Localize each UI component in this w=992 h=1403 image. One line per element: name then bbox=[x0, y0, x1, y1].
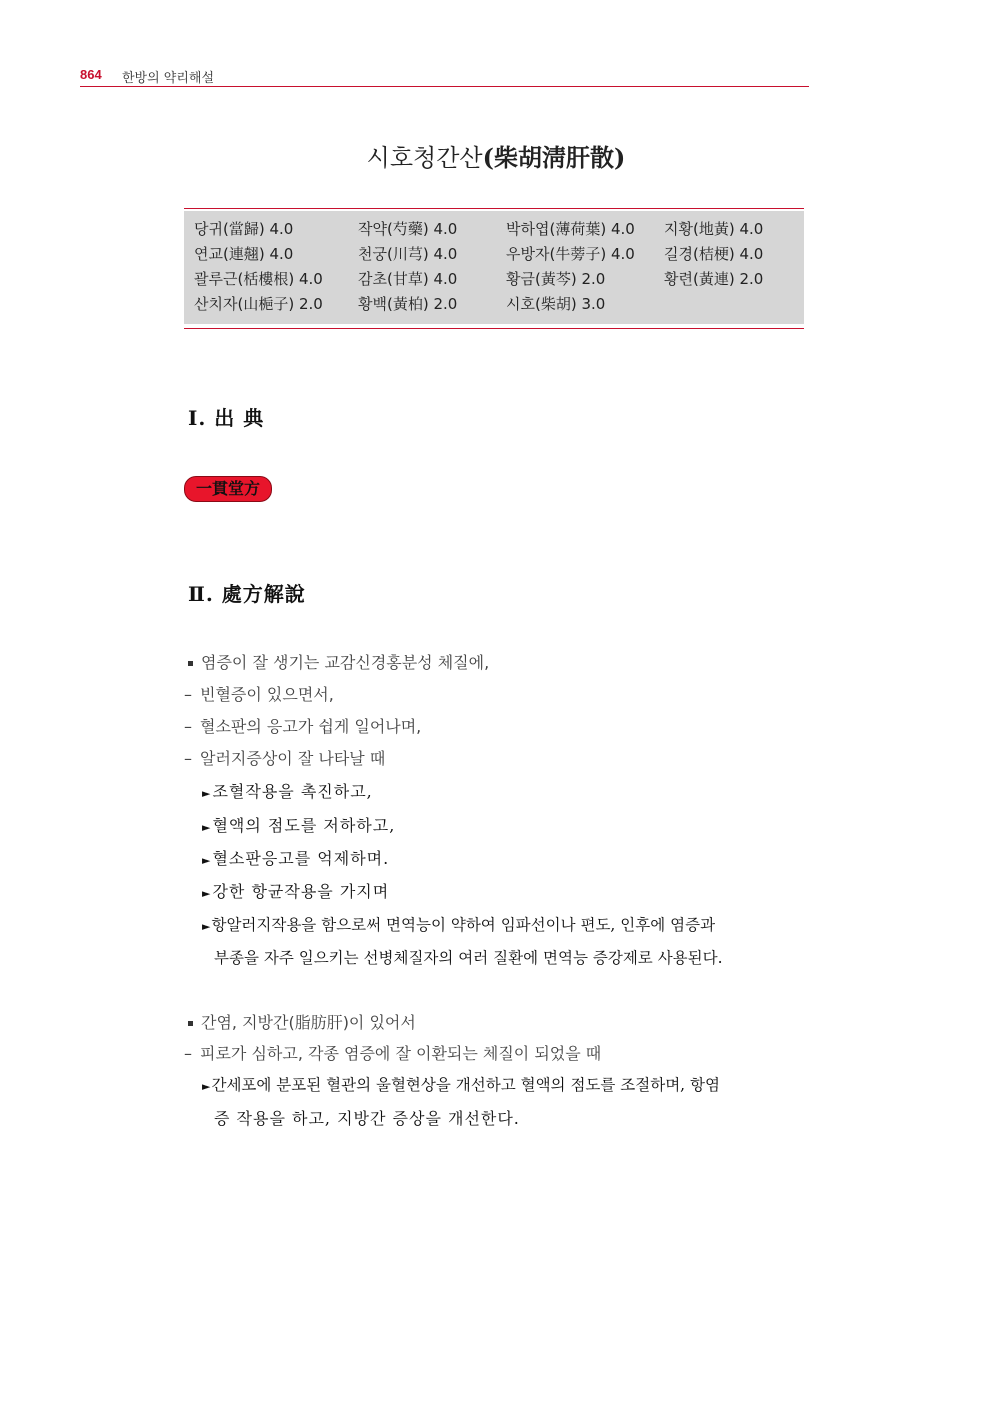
bullet-item: 염증이 잘 생기는 교감신경홍분성 체질에, bbox=[188, 650, 489, 673]
herb-item: 천궁(川芎) 4.0 bbox=[358, 245, 458, 263]
formula-title bbox=[0, 138, 992, 173]
herb-item: 시호(柴胡) 3.0 bbox=[506, 295, 606, 313]
herb-item: 작약(芍藥) 4.0 bbox=[358, 220, 458, 238]
arrow-icon: ► bbox=[202, 821, 212, 834]
arrow-item: ►항알러지작용을 함으로써 면역능이 약하여 임파선이나 편도, 인후에 염증과 bbox=[202, 916, 716, 934]
bullet-item: 간염, 지방간(脂肪肝)이 있어서 bbox=[188, 1010, 416, 1033]
dash-item: – 빈혈증이 있으면서, bbox=[184, 685, 334, 704]
arrow-item: ►혈소판응고를 억제하며. bbox=[202, 849, 390, 868]
herb-item: 우방자(牛蒡子) 4.0 bbox=[506, 245, 635, 263]
bullet-marker bbox=[188, 1021, 193, 1026]
arrow-item: ►간세포에 분포된 혈관의 울혈현상을 개선하고 혈액의 점도를 조절하며, 항염 bbox=[202, 1076, 720, 1094]
herb-item: 산치자(山梔子) 2.0 bbox=[194, 295, 323, 313]
herb-item: 박하엽(薄荷葉) 4.0 bbox=[506, 220, 635, 238]
herb-item: 연교(連翹) 4.0 bbox=[194, 245, 294, 263]
arrow-item: ►조혈작용을 촉진하고, bbox=[202, 782, 373, 801]
bullet-marker bbox=[188, 661, 193, 666]
book-title: 한방의 약리해설 bbox=[122, 71, 215, 86]
source-badge: 一貫堂方 bbox=[184, 476, 272, 502]
herb-box-bottom-rule bbox=[184, 328, 804, 329]
dash-item: – 알러지증상이 잘 나타날 때 bbox=[184, 749, 386, 768]
arrow-icon: ► bbox=[202, 920, 211, 933]
continuation-text: 부종을 자주 일으키는 선병체질자의 여러 질환에 면역능 증강제로 사용된다. bbox=[214, 949, 723, 967]
herb-item: 감초(甘草) 4.0 bbox=[358, 270, 458, 288]
herb-item: 황련(黃連) 2.0 bbox=[664, 270, 764, 288]
arrow-icon: ► bbox=[202, 854, 212, 867]
header-rule bbox=[80, 86, 809, 87]
arrow-item: ►혈액의 점도를 저하하고, bbox=[202, 816, 396, 835]
arrow-icon: ► bbox=[202, 887, 212, 900]
herb-item: 길경(桔梗) 4.0 bbox=[664, 245, 764, 263]
dash-item: – 피로가 심하고, 각종 염증에 잘 이환되는 체질이 되었을 때 bbox=[184, 1044, 602, 1063]
herb-item: 지황(地黃) 4.0 bbox=[664, 220, 764, 238]
page-header bbox=[80, 67, 809, 87]
arrow-icon: ► bbox=[202, 1080, 211, 1093]
continuation-text: 증 작용을 하고, 지방간 증상을 개선한다. bbox=[214, 1109, 520, 1128]
arrow-icon: ► bbox=[202, 787, 212, 800]
herb-item: 당귀(當歸) 4.0 bbox=[194, 220, 294, 238]
section-heading-explanation: Ⅱ. 處方解說 bbox=[188, 582, 306, 606]
herb-box-top-rule bbox=[184, 208, 804, 209]
formula-korean-name: 시호청간산 bbox=[366, 144, 483, 172]
herb-item: 괄루근(栝樓根) 4.0 bbox=[194, 270, 323, 288]
herb-item: 황금(黃芩) 2.0 bbox=[506, 270, 606, 288]
formula-hanja-name: (柴胡淸肝散) bbox=[482, 143, 626, 172]
dash-item: – 혈소판의 응고가 쉽게 일어나며, bbox=[184, 717, 422, 736]
herb-composition-box bbox=[184, 208, 804, 326]
page-number: 864 bbox=[80, 67, 102, 82]
herb-item: 황백(黃柏) 2.0 bbox=[358, 295, 458, 313]
arrow-item: ►강한 항균작용을 가지며 bbox=[202, 882, 390, 901]
section-heading-source: Ⅰ. 出 典 bbox=[188, 406, 265, 430]
